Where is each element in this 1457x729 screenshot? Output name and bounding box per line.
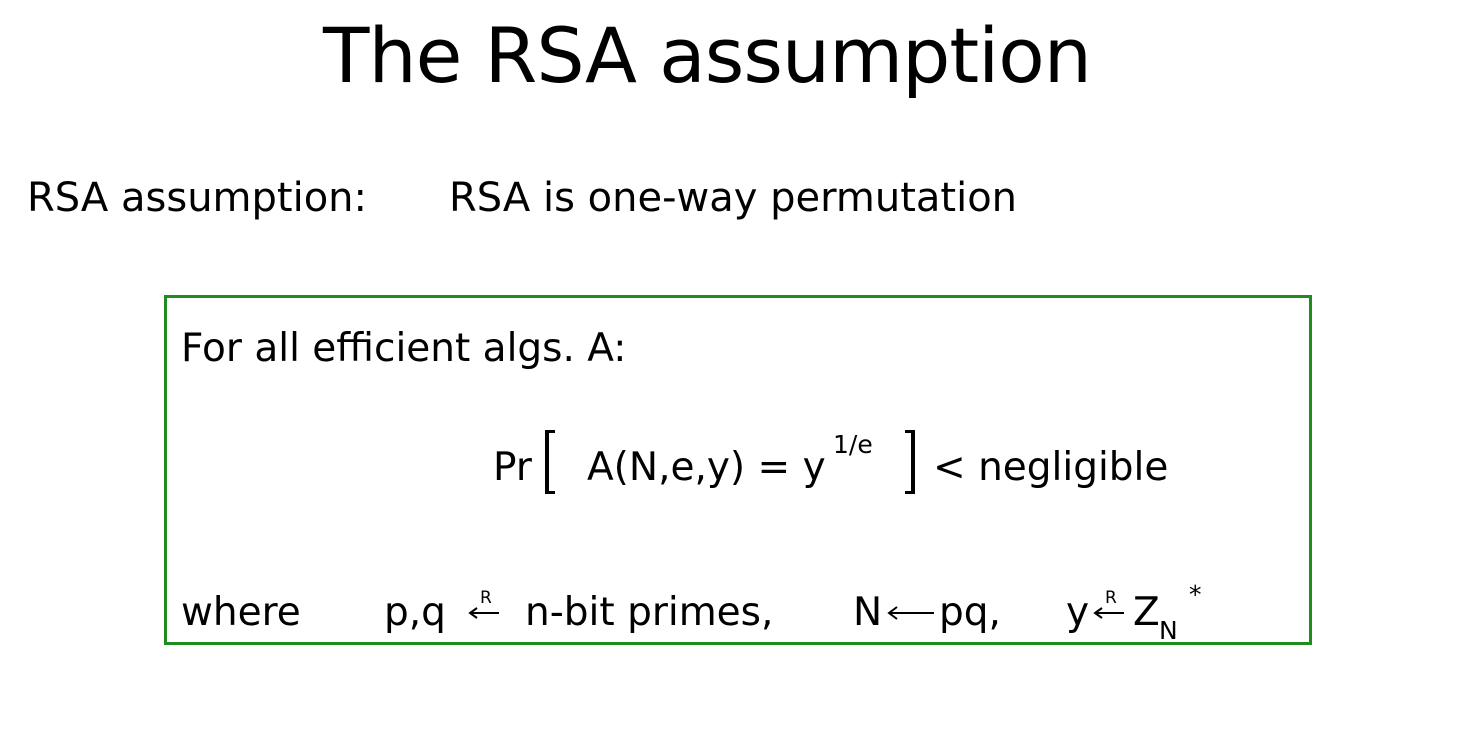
slide-title: The RSA assumption [323,11,1091,100]
z-superscript: * [1189,580,1202,609]
left-arrow-icon-2 [1092,606,1126,620]
formula-rhs: < negligible [933,445,1169,490]
left-bracket [545,430,555,494]
random-label-2: R [1105,588,1117,608]
random-label: R [480,588,492,608]
assumption-label: RSA assumption: [27,175,367,221]
z-group: Z [1133,590,1160,635]
primes-text: n-bit primes, [525,590,774,635]
definition-box [164,295,1312,645]
formula-exponent: 1/e [833,430,873,459]
right-bracket [905,430,915,494]
z-subscript: N [1159,616,1178,645]
formula-expression: A(N,e,y) = y [587,445,826,490]
random-sample-arrow-icon [467,588,501,638]
random-sample-arrow-icon-2 [1092,588,1126,638]
for-all-statement: For all efficient algs. A: [181,326,627,371]
where-label: where [181,590,301,635]
assignment-arrow-icon [886,606,936,620]
left-arrow-icon [467,606,501,620]
y-variable: y [1066,590,1090,635]
probability-symbol: Pr [493,445,532,490]
pq-product: pq, [939,590,1001,635]
assumption-statement: RSA is one-way permutation [449,175,1018,221]
pq-variables: p,q [384,590,446,635]
n-variable: N [853,590,883,635]
